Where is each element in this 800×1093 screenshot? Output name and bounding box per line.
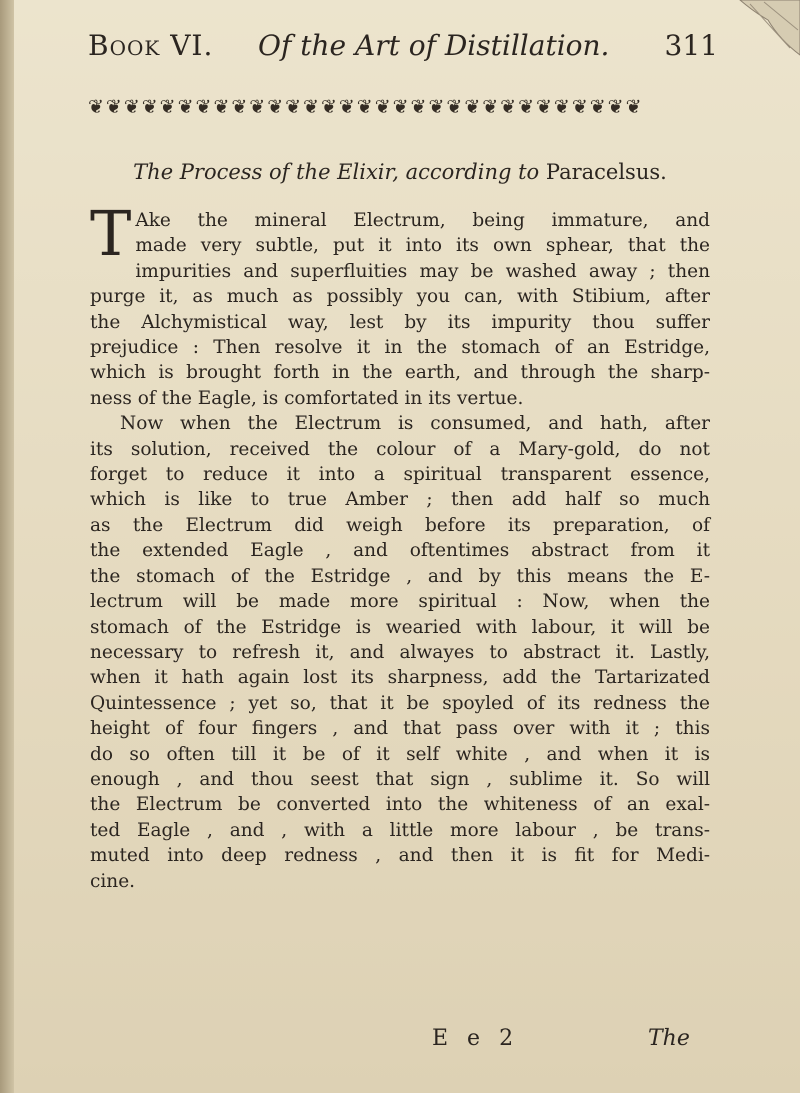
drop-cap: T	[90, 197, 132, 270]
section-heading-italic: The Process of the Elixir, according to	[133, 160, 540, 184]
paragraph-1	[90, 197, 710, 411]
text-line: when it hath again lost its sharpness, add the Tartarizated	[90, 667, 710, 689]
section-heading	[0, 158, 800, 186]
paragraph-2	[90, 411, 710, 894]
book-number: Book VI.	[88, 29, 214, 62]
text-line: the Alchymistical way, lest by its impurity thou suffer	[90, 311, 710, 333]
text-line: cine.	[90, 870, 136, 892]
running-header	[88, 24, 718, 68]
text-line: prejudice : Then resolve it in the stomach of an Estridge,	[90, 337, 710, 359]
text-line: Quintessence ; yet so, that it be spoyled of its redness the	[90, 692, 710, 714]
text-line: forget to reduce it into a spiritual transparent essence,	[90, 464, 710, 486]
text-line: lectrum will be made more spiritual : Now, when the	[90, 591, 710, 613]
text-line: purge it, as much as possibly you can, with Stibium, after	[90, 286, 710, 308]
text-line: made very subtle, put it into its own sphear, that the	[135, 235, 710, 257]
text-line: the extended Eagle , and oftentimes abstract from it	[90, 540, 710, 562]
text-line: the stomach of the Estridge , and by this means the E-	[90, 565, 710, 587]
page-footer	[0, 1026, 800, 1060]
text-line: stomach of the Estridge is wearied with labour, it will be	[90, 616, 710, 638]
torn-corner-decoration	[720, 0, 800, 70]
printers-ornament-band: ❦❦❦❦❦❦❦❦❦❦❦❦❦❦❦❦❦❦❦❦❦❦❦❦❦❦❦❦❦❦❦	[88, 96, 644, 118]
text-line: Now when the Electrum is consumed, and hath, after	[120, 413, 710, 435]
text-line: enough , and thou seest that sign , sublime it. So will	[90, 768, 710, 790]
text-line: height of four fingers , and that pass over with it ; this	[90, 718, 710, 740]
body-text	[90, 197, 710, 894]
text-line: ness of the Eagle, is comfortated in its vertue.	[90, 387, 524, 409]
text-line: necessary to refresh it, and alwayes to abstract it. Lastly,	[90, 641, 710, 663]
text-line: muted into deep redness , and then it is fit for Medi-	[90, 845, 710, 867]
running-title: Of the Art of Distillation.	[258, 29, 610, 62]
text-line: the Electrum be converted into the whiteness of an exal-	[90, 794, 710, 816]
signature-mark: E e 2	[432, 1026, 520, 1051]
catchword: The	[648, 1026, 690, 1051]
text-line: as the Electrum did weigh before its preparation, of	[90, 514, 710, 536]
text-line: Ake the mineral Electrum, being immature, and	[135, 210, 710, 231]
text-line: its solution, received the colour of a Mary-gold, do not	[90, 438, 710, 460]
text-line: impurities and superfluities may be washed away ; then	[135, 260, 710, 282]
text-line: which is like to true Amber ; then add half so much	[90, 489, 710, 511]
text-line: which is brought forth in the earth, and through the sharp-	[90, 362, 710, 384]
text-line: ted Eagle , and , with a little more labour , be trans-	[90, 819, 710, 841]
text-line: do so often till it be of it self white , and when it is	[90, 743, 710, 765]
section-heading-name: Paracelsus.	[545, 160, 667, 184]
page-number: 311	[664, 29, 718, 62]
